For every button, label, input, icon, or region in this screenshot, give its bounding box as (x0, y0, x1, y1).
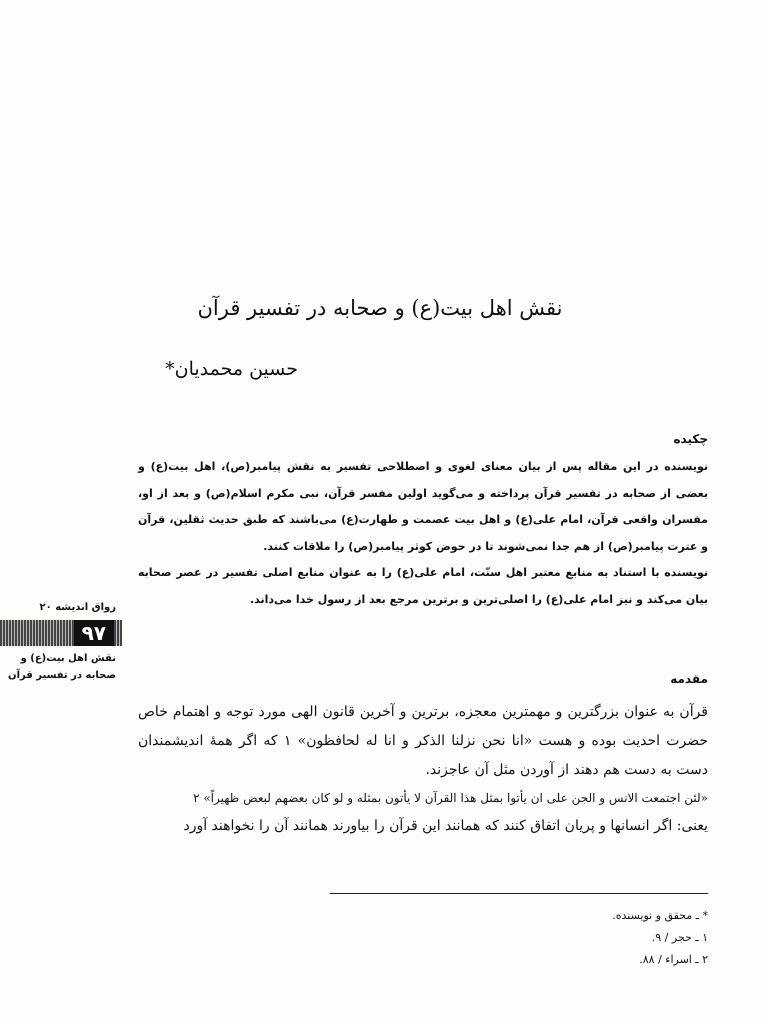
footnote-item: ۱ ـ حجر / ۹. (651, 931, 708, 944)
body-paragraph: قرآن به عنوان بزرگترین و مهمترین معجزه، برترین و آخرین قانون الهی مورد توجه و اهتمام خاص حضرت احدیت بوده و هست «انا نحن نزلنا الذکر و انا له لحافظون» ۱ که اگر همهٔ اندیشمندان دست به دست هم دهند از آوردن مثل آن عاجزند. (138, 704, 708, 778)
abstract-body (138, 454, 708, 613)
footnote-item: ۲ ـ اسراء / ۸۸. (639, 953, 708, 966)
article-author: حسین محمدیان* (165, 358, 298, 380)
abstract-heading: چکیده (673, 432, 708, 446)
footnote-divider (330, 893, 708, 894)
page-number-band (0, 620, 122, 646)
quran-quote: «لئن اجتمعت الانس و الجن علی ان یأتوا بمثل هذا القرآن لا یأتون بمثله و لو کان بعضهم لبعض ظهیراً» ۲ (193, 791, 708, 805)
running-title (0, 650, 122, 684)
journal-name: رواق اندیشه ۲۰ (39, 602, 116, 613)
page-sidebar (0, 600, 122, 684)
abstract-paragraph: نویسنده با استناد به منابع معتبر اهل سنّت، امام علی(ع) را به عنوان منابع اصلی تفسیر در عصر صحابه بیان می‌کند و نیز امام علی(ع) را اصلی‌ترین و برترین مرجع بعد از رسول خدا می‌داند. (138, 566, 708, 606)
abstract-paragraph: نویسنده در این مقاله پس از بیان معنای لغوی و اصطلاحی تفسیر به نقش پیامبر(ص)، اهل بیت(ع) و بعضی از صحابه در تفسیر قرآن پرداخته و می‌گوید اولین مفسر قرآن، نبی مکرم اسلام(ص) و بعد از او، مفسران واقعی قرآن، امام علی(ع) و اهل بیت عصمت و طهارت(ع) می‌باشند که طبق حدیث ثقلین، قرآن و عترت پیامبر(ص) از هم جدا نمی‌شوند تا در حوض کوثر پیامبر(ص) را ملاقات کنند. (138, 460, 708, 553)
running-title-line: نقش اهل بیت(ع) و (20, 653, 116, 664)
footnotes (408, 905, 708, 971)
introduction-body (138, 698, 708, 841)
article-title: نقش اهل بیت(ع) و صحابه در تفسیر قرآن (197, 296, 563, 320)
body-paragraph: یعنی: اگر انسانها و پریان اتفاق کنند که همانند این قرآن را بیاورند همانند آن را نخواهند آورد (183, 818, 708, 834)
footnote-item: * ـ محقق و نویسنده. (612, 909, 708, 922)
introduction-heading: مقدمه (670, 672, 708, 686)
page-number: ۹۷ (74, 620, 114, 646)
running-title-line: صحابه در تفسیر قرآن (8, 670, 116, 681)
